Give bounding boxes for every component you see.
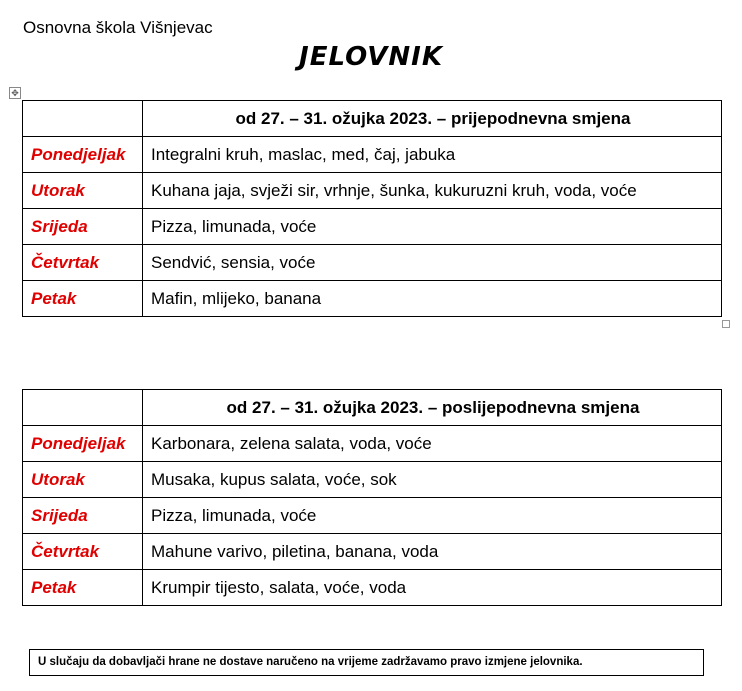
header-empty-cell: [23, 390, 143, 426]
school-name: Osnovna škola Višnjevac: [23, 18, 213, 37]
meal-cell: Pizza, limunada, voće: [143, 209, 722, 245]
day-label: Petak: [23, 281, 143, 317]
day-label: Ponedjeljak: [23, 426, 143, 462]
page-title: JELOVNIK: [299, 42, 443, 72]
day-label: Četvrtak: [23, 534, 143, 570]
table-resize-handle[interactable]: [722, 320, 730, 328]
meal-cell: Pizza, limunada, voće: [143, 498, 722, 534]
table-row: [23, 209, 722, 245]
table-row: [23, 137, 722, 173]
table-row: [23, 570, 722, 606]
day-label: Srijeda: [23, 209, 143, 245]
meal-cell: Mahune varivo, piletina, banana, voda: [143, 534, 722, 570]
day-label: Utorak: [23, 173, 143, 209]
meal-cell: Krumpir tijesto, salata, voće, voda: [143, 570, 722, 606]
meal-cell: Musaka, kupus salata, voće, sok: [143, 462, 722, 498]
table-row: [23, 498, 722, 534]
meal-cell: Mafin, mlijeko, banana: [143, 281, 722, 317]
table-move-handle-icon[interactable]: ✥: [9, 87, 21, 99]
day-label: Utorak: [23, 462, 143, 498]
notice-box: U slučaju da dobavljači hrane ne dostave naručeno na vrijeme zadržavamo pravo izmjene jelovnika.: [29, 649, 704, 676]
header-empty-cell: [23, 101, 143, 137]
meal-cell: Karbonara, zelena salata, voda, voće: [143, 426, 722, 462]
morning-shift-table: [22, 100, 722, 317]
table-row: [23, 173, 722, 209]
table-header-row: [23, 390, 722, 426]
day-label: Četvrtak: [23, 245, 143, 281]
table-row: [23, 281, 722, 317]
meal-cell: Sendvić, sensia, voće: [143, 245, 722, 281]
morning-header: od 27. – 31. ožujka 2023. – prijepodnevna smjena: [143, 101, 722, 137]
table-row: [23, 426, 722, 462]
meal-cell: Integralni kruh, maslac, med, čaj, jabuka: [143, 137, 722, 173]
table-header-row: [23, 101, 722, 137]
day-label: Srijeda: [23, 498, 143, 534]
table-row: [23, 462, 722, 498]
afternoon-shift-table: [22, 389, 722, 606]
table-row: [23, 245, 722, 281]
meal-cell: Kuhana jaja, svježi sir, vrhnje, šunka, kukuruzni kruh, voda, voće: [143, 173, 722, 209]
day-label: Ponedjeljak: [23, 137, 143, 173]
afternoon-header: od 27. – 31. ožujka 2023. – poslijepodnevna smjena: [143, 390, 722, 426]
table-row: [23, 534, 722, 570]
day-label: Petak: [23, 570, 143, 606]
